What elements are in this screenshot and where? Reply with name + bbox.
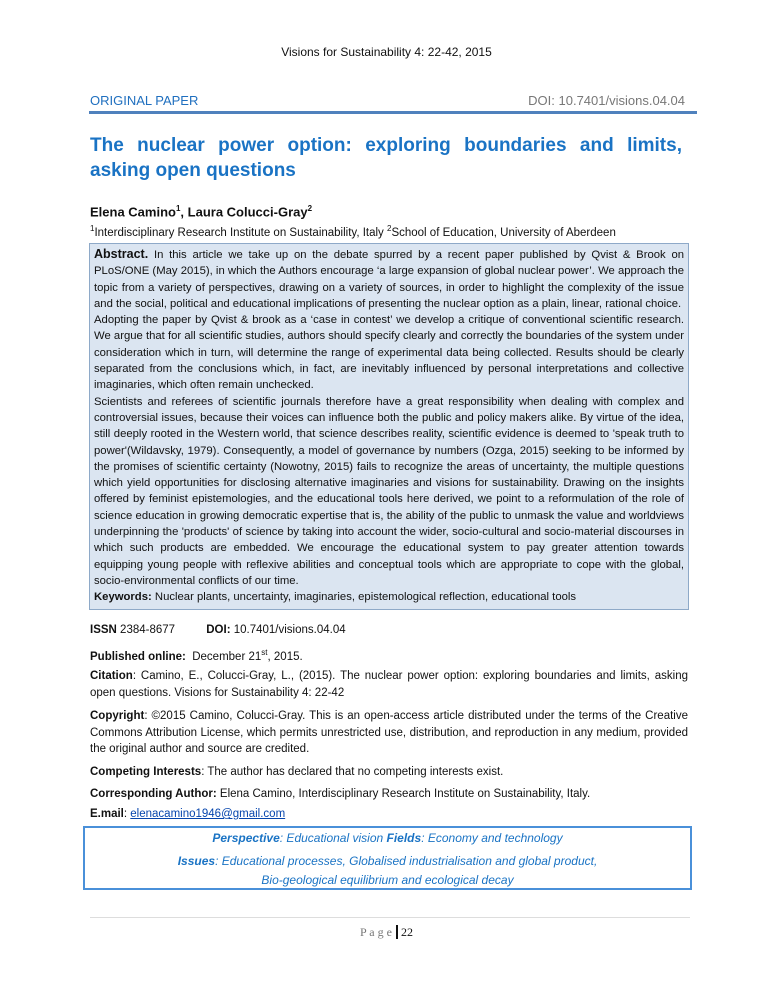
- abstract-label: Abstract.: [94, 247, 149, 261]
- abstract-paragraph: Adopting the paper by Qvist & brook as a ‘case in contest’ we develop a critique of conventional scientific research. We argue that for all scientific studies, authors should specify clearly and correctly the boundaries of the system under consideration which in turn, will determine the range of experimental data being collected. Results should be clearly separated from the conclusions which, in fact, are inevitably influenced by personal interpretations and collective imaginaries, which often remain unchecked.: [94, 314, 684, 392]
- abstract-paragraph: Scientists and referees of scientific journals therefore have a great responsibility when dealing with complex and controversial issues, because their voices can influence both the public and policy makers alike. By virtue of the idea, still deeply rooted in the Western world, that science describes reality, scientific evidence is deemed to 'speak truth to power'(Wildavsky, 1979). Consequently, a model of governance by numbers (Ozga, 2015) seeking to be informed by the promises of scientific certainty (Nowotny, 2015) fails to recognize the areas of uncertainty, the multiple questions which yield opportunities for disclosing alternative imaginaries and visions for sustainability. Drawing on the insights offered by feminist epistemologies, and the educational tools here derived, we point to a reformulation of the role of science education in growing democratic expertise that is, the ability of the public to unmask the value and worldviews underpinning the 'products' of science by taking into account the wider, socio-cultural and socio-material discourses in which such products are embedded. We encourage the educational system to pay greater attention towards equipping young people with reflexive abilities and conceptual tools which are appropriate to cope with the global, socio-environmental conflicts of our time.: [94, 395, 684, 587]
- published-line: [90, 645, 688, 665]
- published-sup: st: [261, 648, 268, 657]
- published-label: Published online:: [90, 650, 186, 663]
- keywords-label: Keywords:: [94, 591, 152, 604]
- article-title: The nuclear power option: exploring boundaries and limits, asking open questions: [90, 135, 682, 181]
- corresponding-label: Corresponding Author:: [90, 788, 217, 800]
- footer-rule: [90, 917, 690, 918]
- perspective-label: Perspective: [212, 831, 280, 845]
- affil-sup: 1: [90, 224, 95, 233]
- affiliation: School of Education, University of Aberdeen: [391, 226, 616, 239]
- published-year: , 2015.: [267, 650, 303, 663]
- competing-interests: [90, 764, 688, 781]
- affiliations: [90, 224, 616, 239]
- citation-text: : Camino, E., Colucci-Gray, L., (2015). The nuclear power option: exploring boundaries and limits, asking open questions. Visions for Sustainability 4: 22-42: [90, 670, 688, 699]
- issues-label: Issues: [177, 854, 216, 868]
- email-line: E.mail: elenacamino1946@gmail.com: [90, 808, 286, 820]
- page-footer: [0, 925, 773, 940]
- issn-doi-line: [90, 622, 688, 639]
- article-type-label: ORIGINAL PAPER: [90, 93, 199, 108]
- fields-label: Fields: [386, 831, 422, 845]
- header-rule: [89, 111, 697, 114]
- running-header: Visions for Sustainability 4: 22-42, 2015: [281, 45, 492, 59]
- classification-box: [83, 826, 692, 890]
- author-name: Elena Camino: [90, 204, 176, 220]
- perspective: : Educational vision: [279, 831, 387, 845]
- author-sup: 1: [175, 204, 181, 213]
- citation-label: Citation: [90, 670, 133, 682]
- published-date: December 21: [192, 650, 262, 663]
- affil-sup: 2: [387, 224, 392, 233]
- keywords: Nuclear plants, uncertainty, imaginaries, epistemological reflection, educational tools: [154, 591, 577, 604]
- abstract-box: [89, 243, 689, 610]
- corresponding-author: [90, 786, 688, 803]
- page-number: 22: [396, 925, 413, 939]
- doi-label: DOI:: [206, 624, 231, 636]
- abstract-paragraph: In this article we take up on the debate spurred by a recent paper published by Qvist & Brook on PLoS/ONE (May 2015), in which the Authors encourage ‘a large expansion of global nuclear power’. We approach the topic from a variety of perspectives, drawing on a variety of sources, in order to highlight the complexity of the issue and the social, political and educational implications of presenting the nuclear option as a plain, linear, rational choice.: [94, 249, 685, 310]
- issn: 2384-8677: [120, 624, 176, 636]
- email-label: E.mail: [90, 808, 124, 820]
- email-link[interactable]: elenacamino1946@gmail.com: [130, 808, 286, 820]
- corresponding-text: Elena Camino, Interdisciplinary Research Institute on Sustainability, Italy.: [216, 788, 591, 800]
- header-doi: DOI: 10.7401/visions.04.04: [528, 93, 685, 108]
- competing-text: : The author has declared that no competing interests exist.: [201, 766, 504, 778]
- page-word: P a g e: [360, 925, 392, 939]
- issues-continued: Bio-geological equilibrium and ecological decay: [261, 873, 514, 887]
- copyright-label: Copyright: [90, 710, 145, 722]
- copyright-text: : ©2015 Camino, Colucci-Gray. This is an open-access article distributed under the terms of the Creative Commons Attribution License, which permits unrestricted use, distribution, and reproduction in any medium, provided the original author and source are credited.: [90, 710, 688, 755]
- author-list: Elena Camino$^1$, Laura Colucci-Gray$^2$: [90, 204, 313, 220]
- issues: : Educational processes, Globalised industrialisation and global product,: [215, 854, 598, 868]
- doi: 10.7401/visions.04.04: [233, 624, 346, 636]
- author-name: Laura Colucci-Gray: [187, 204, 308, 220]
- citation: [90, 668, 688, 701]
- issn-label: ISSN: [90, 624, 117, 636]
- copyright: [90, 708, 688, 758]
- affiliation: Interdisciplinary Research Institute on Sustainability, Italy: [94, 226, 387, 239]
- fields: : Economy and technology: [421, 831, 563, 845]
- competing-label: Competing Interests: [90, 766, 202, 778]
- author-sup: 2: [307, 204, 313, 213]
